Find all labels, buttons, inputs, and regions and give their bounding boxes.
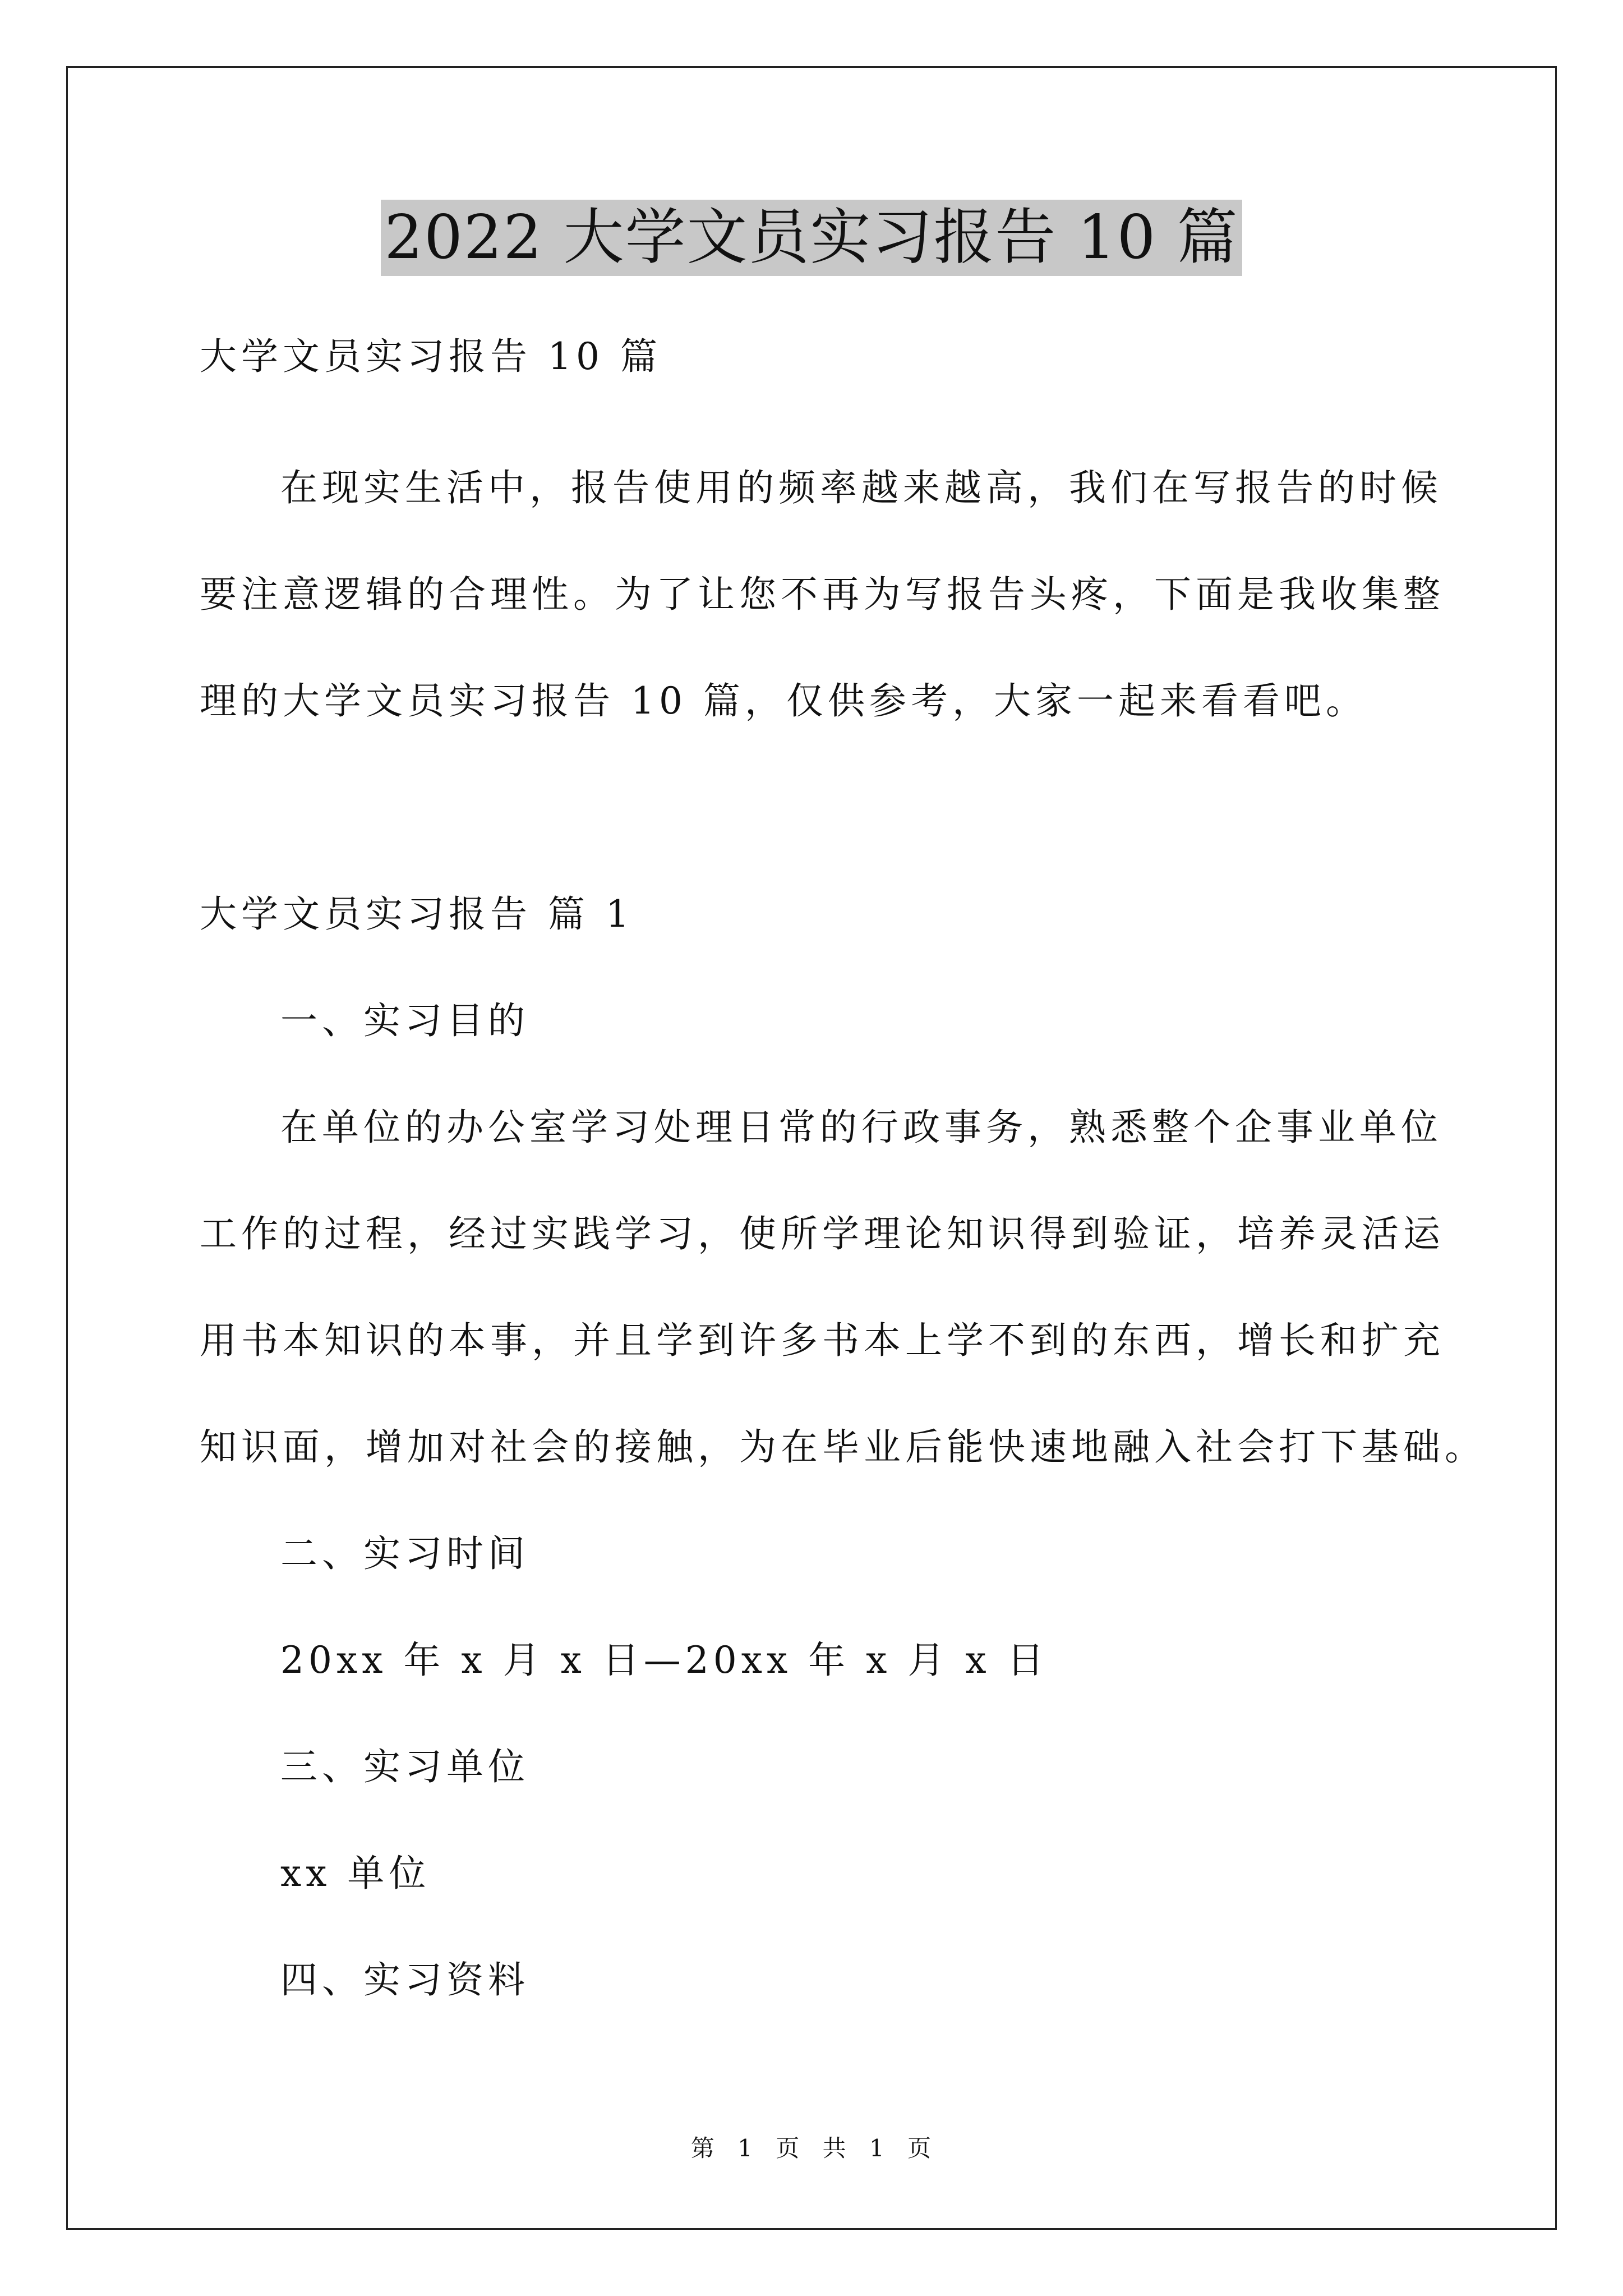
heading-unit: 三、实习单位 xyxy=(280,1745,529,1788)
heading-purpose: 一、实习目的 xyxy=(280,999,529,1042)
intro-line-3: 理的大学文员实习报告 10 篇，仅供参考，大家一起来看看吧。 xyxy=(200,679,1367,723)
purpose-line-4: 知识面，增加对社会的接触，为在毕业后能快速地融入社会打下基础。 xyxy=(200,1425,1486,1469)
time-value: 20xx 年 x 月 x 日—20xx 年 x 月 x 日 xyxy=(280,1639,1049,1682)
intro-line-2: 要注意逻辑的合理性。为了让您不再为写报告头疼，下面是我收集整 xyxy=(200,573,1445,616)
purpose-line-1: 在单位的办公室学习处理日常的行政事务，熟悉整个企事业单位 xyxy=(280,1106,1442,1149)
document-title xyxy=(0,200,1623,276)
heading-time: 二、实习时间 xyxy=(280,1532,529,1575)
document-title-text: 2022 大学文员实习报告 10 篇 xyxy=(381,200,1242,276)
page-number: 第 1 页 共 1 页 xyxy=(690,2134,933,2162)
document-subtitle: 大学文员实习报告 10 篇 xyxy=(200,335,662,378)
unit-value: xx 单位 xyxy=(280,1852,431,1895)
intro-line-1: 在现实生活中，报告使用的频率越来越高，我们在写报告的时候 xyxy=(280,466,1442,509)
section-heading: 大学文员实习报告 篇 1 xyxy=(200,892,634,936)
purpose-line-3: 用书本知识的本事，并且学到许多书本上学不到的东西，增长和扩充 xyxy=(200,1319,1445,1362)
heading-material: 四、实习资料 xyxy=(280,1958,529,2001)
purpose-line-2: 工作的过程，经过实践学习，使所学理论知识得到验证，培养灵活运 xyxy=(200,1212,1445,1255)
